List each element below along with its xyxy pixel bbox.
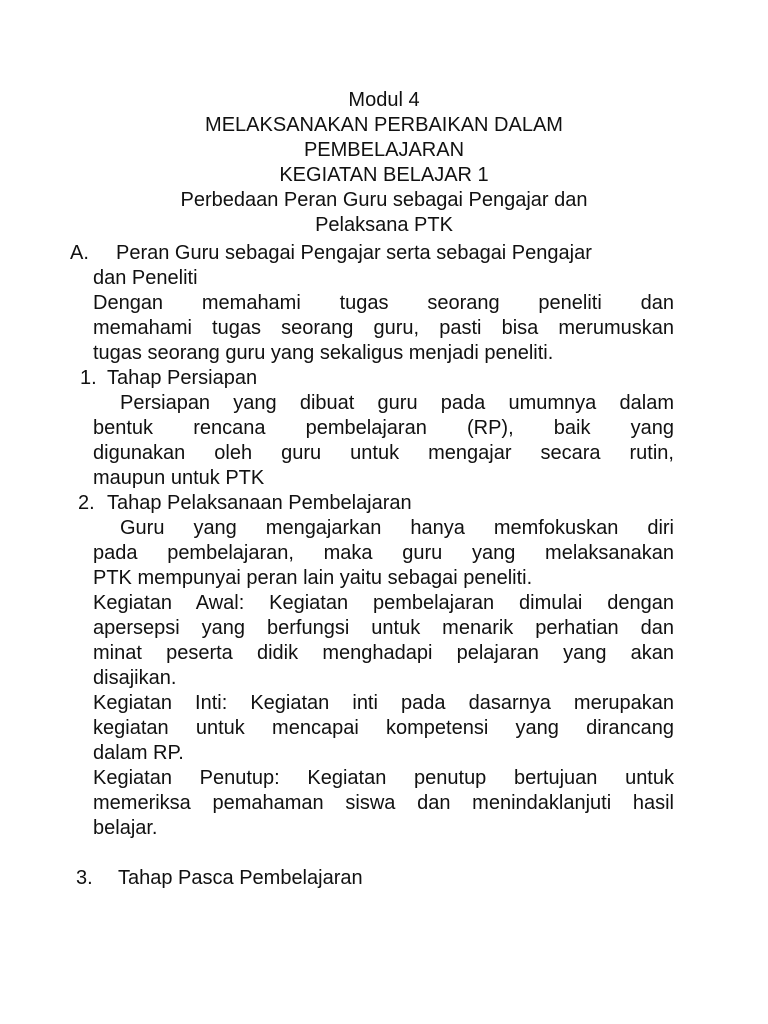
paragraph-line: dalam RP. (93, 742, 184, 764)
step-3-marker: 3. (76, 867, 93, 889)
paragraph-line: Kegiatan Penutup: Kegiatan penutup bertujuan untuk (93, 767, 674, 789)
step-2-paragraph (93, 516, 674, 591)
paragraph-line: Persiapan yang dibuat guru pada umumnya dalam (120, 392, 674, 414)
step-1-paragraph (93, 391, 674, 491)
paragraph-line: minat peserta didik menghadapi pelajaran yang akan (93, 642, 674, 664)
step-1-title: Tahap Persiapan (107, 367, 258, 389)
paragraph-line: belajar. (93, 817, 158, 839)
kegiatan-inti-paragraph (93, 691, 674, 766)
module-heading-line-2: PEMBELAJARAN (303, 139, 465, 161)
section-a-heading-line-1: Peran Guru sebagai Pengajar serta sebagai Pengajar (116, 242, 592, 264)
step-3-heading (0, 866, 768, 891)
paragraph-line: kegiatan untuk mencapai kompetensi yang dirancang (93, 717, 674, 739)
activity-heading: KEGIATAN BELAJAR 1 (279, 164, 489, 186)
subtitle-line-2: Pelaksana PTK (315, 214, 453, 236)
section-a-heading (0, 241, 768, 266)
section-a-heading-line-2: dan Peneliti (93, 267, 198, 289)
step-2-heading (0, 491, 768, 516)
step-2-marker: 2. (78, 492, 95, 514)
step-3-title: Tahap Pasca Pembelajaran (118, 867, 363, 889)
module-label: Modul 4 (348, 89, 420, 111)
paragraph-line: memahami tugas seorang guru, pasti bisa merumuskan (93, 317, 674, 339)
title-block (0, 88, 768, 238)
paragraph-line: memeriksa pemahaman siswa dan menindaklanjuti hasil (93, 792, 674, 814)
kegiatan-penutup-paragraph (93, 766, 674, 841)
subtitle-line-1: Perbedaan Peran Guru sebagai Pengajar dan (180, 189, 588, 211)
section-a-heading-continuation (93, 266, 674, 291)
step-1-marker: 1. (80, 367, 97, 389)
paragraph-line: Kegiatan Inti: Kegiatan inti pada dasarnya merupakan (93, 692, 674, 714)
module-heading-line-1: MELAKSANAKAN PERBAIKAN DALAM (205, 114, 563, 136)
step-1-heading (0, 366, 768, 391)
paragraph-line: apersepsi yang berfungsi untuk menarik perhatian dan (93, 617, 674, 639)
step-2-title: Tahap Pelaksanaan Pembelajaran (107, 492, 412, 514)
kegiatan-awal-paragraph (93, 591, 674, 691)
paragraph-line: pada pembelajaran, maka guru yang melaksanakan (93, 542, 674, 564)
document-body (0, 241, 768, 891)
paragraph-line: maupun untuk PTK (93, 467, 265, 489)
paragraph-line: tugas seorang guru yang sekaligus menjadi peneliti. (93, 342, 554, 364)
blank-line (0, 841, 768, 866)
paragraph-line: disajikan. (93, 667, 177, 689)
paragraph-line: bentuk rencana pembelajaran (RP), baik yang (93, 417, 674, 439)
paragraph-line: PTK mempunyai peran lain yaitu sebagai peneliti. (93, 567, 533, 589)
paragraph-line: Guru yang mengajarkan hanya memfokuskan diri (120, 517, 674, 539)
paragraph-line: Kegiatan Awal: Kegiatan pembelajaran dimulai dengan (93, 592, 674, 614)
paragraph-line: digunakan oleh guru untuk mengajar secara rutin, (93, 442, 674, 464)
section-a-marker: A. (70, 242, 89, 264)
section-a-intro-paragraph (93, 291, 674, 366)
paragraph-line: Dengan memahami tugas seorang peneliti dan (93, 292, 674, 314)
